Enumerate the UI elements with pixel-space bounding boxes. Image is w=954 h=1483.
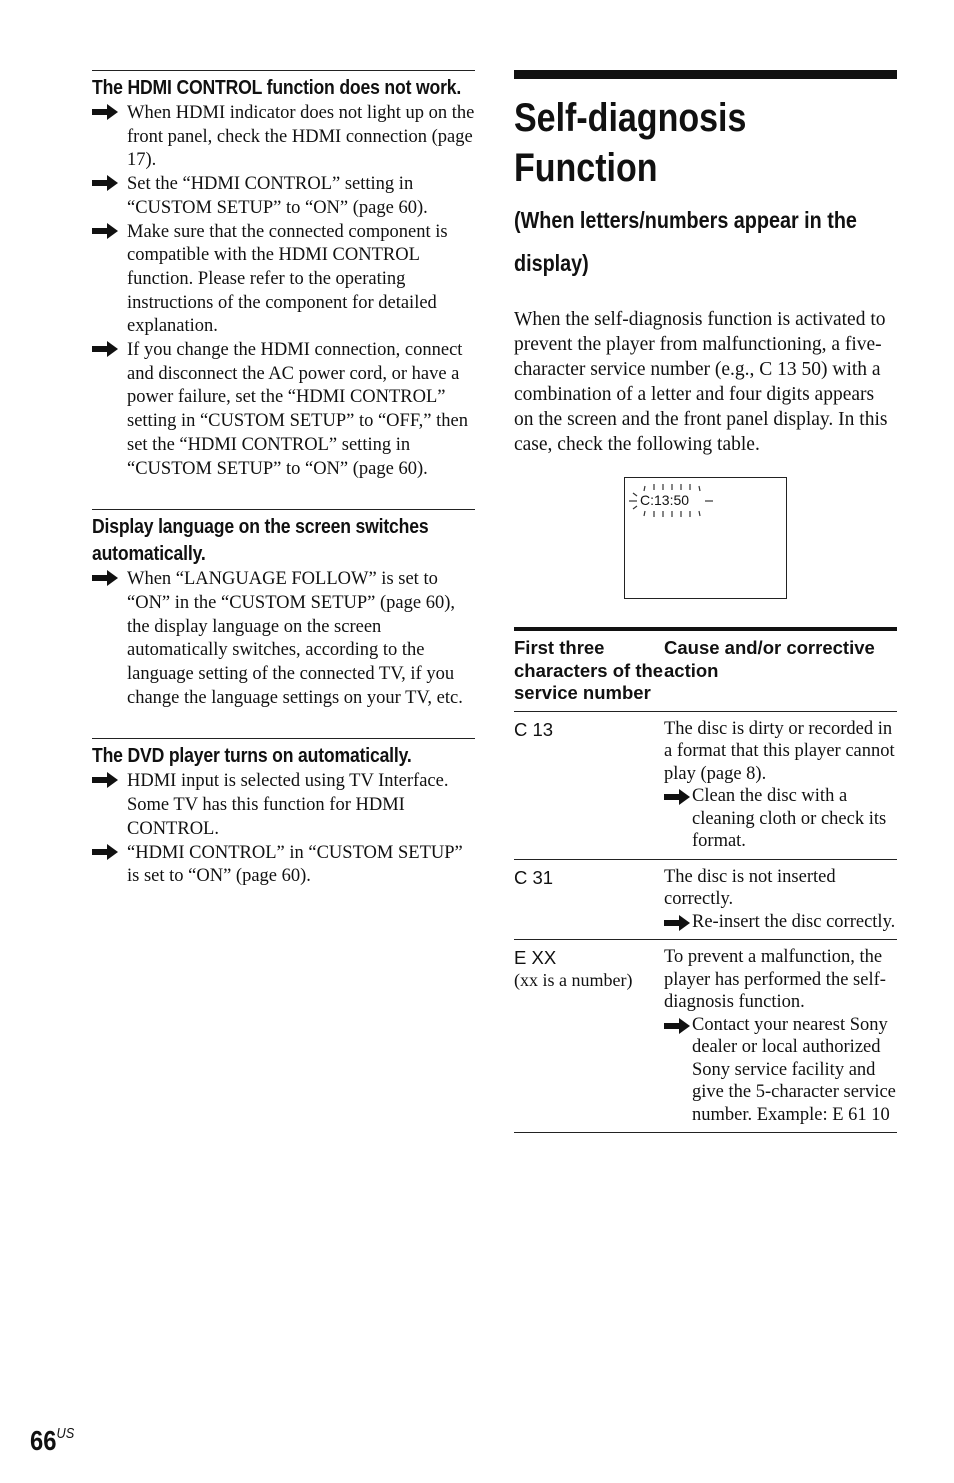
column-header: First three characters of the service number [514, 637, 664, 703]
left-column [92, 70, 475, 889]
section-title: Display language on the screen switches automatically. [92, 516, 429, 566]
right-arrow-icon [92, 568, 127, 710]
list-item: HDMI input is selected using TV Interface. Some TV has this function for HDMI CONTROL. [92, 770, 475, 841]
troubleshoot-section-hdmi [92, 70, 475, 481]
service-code: E XX [514, 947, 557, 968]
right-column [514, 70, 897, 1133]
right-arrow-icon [664, 1014, 692, 1127]
list-item: If you change the HDMI connection, connect and disconnect the AC power cord, or have a power failure, set the “HDMI CONTROL” setting in “CUSTOM SETUP” to “OFF,” then set the “HDMI CONTROL” setting in “CUSTOM SETUP” to “ON” (page 60). [92, 339, 475, 481]
corrective-action: Clean the disc with a cleaning cloth or check its format. [664, 785, 897, 853]
cause-text: The disc is not inserted correctly. [664, 866, 836, 909]
right-arrow-icon [92, 770, 127, 841]
section-title: The DVD player turns on automatically. [92, 745, 412, 768]
table-row [514, 940, 897, 1133]
list-item: When “LANGUAGE FOLLOW” is set to “ON” in the “CUSTOM SETUP” (page 60), the display language on the screen automatically switches, according to the language setting of the connected TV, if you change the language settings on your TV, etc. [92, 568, 475, 710]
service-code: C 13 [514, 718, 554, 740]
section-title: The HDMI CONTROL function does not work. [92, 77, 462, 99]
page-subtitle: (When letters/numbers appear in the display) [514, 207, 857, 276]
right-arrow-icon [664, 785, 692, 853]
intro-paragraph: When the self-diagnosis function is activated to prevent the player from malfunctioning, a five-character service number (e.g., C 13 50) with a combination of a letter and four digits appears on the screen and the front panel display. In this case, check the following table. [514, 309, 888, 455]
page-title: Self-diagnosis Function [514, 96, 747, 190]
troubleshoot-section-auto-on [92, 738, 475, 889]
cause-text: To prevent a malfunction, the player has performed the self-diagnosis function. [664, 947, 886, 1012]
corrective-action: Re-insert the disc correctly. [664, 911, 897, 934]
cause-text: The disc is dirty or recorded in a format that this player cannot play (page 8). [664, 718, 895, 784]
corrective-action: Contact your nearest Sony dealer or local authorized Sony service facility and give the 5-character service number. Example: E 61 10 [664, 1014, 897, 1127]
display-readout: C:13:50 [640, 492, 690, 508]
list-item: Make sure that the connected component is compatible with the HDMI CONTROL function. Please refer to the operating instructions of the component for detailed explanation. [92, 221, 475, 340]
troubleshoot-section-language [92, 509, 475, 710]
service-code-note: (xx is a number) [514, 970, 633, 990]
list-item: When HDMI indicator does not light up on the front panel, check the HDMI connection (page 17). [92, 102, 475, 173]
right-arrow-icon [92, 842, 127, 889]
list-item: Set the “HDMI CONTROL” setting in “CUSTOM SETUP” to “ON” (page 60). [92, 173, 475, 220]
service-number-table [514, 627, 897, 1133]
right-arrow-icon [664, 911, 692, 934]
table-row [514, 860, 897, 941]
region-code: US [56, 1425, 75, 1442]
table-header-row [514, 631, 897, 712]
right-arrow-icon [92, 221, 127, 340]
right-arrow-icon [92, 102, 127, 173]
heading-rule [514, 70, 897, 79]
display-illustration [624, 477, 787, 599]
service-code: C 31 [514, 866, 554, 888]
right-arrow-icon [92, 173, 127, 220]
table-row [514, 712, 897, 860]
right-arrow-icon [92, 339, 127, 481]
page-number: $66^{US}$ [30, 1425, 75, 1456]
column-header: Cause and/or corrective action [664, 637, 875, 681]
list-item: “HDMI CONTROL” in “CUSTOM SETUP” is set to “ON” (page 60). [92, 842, 475, 889]
